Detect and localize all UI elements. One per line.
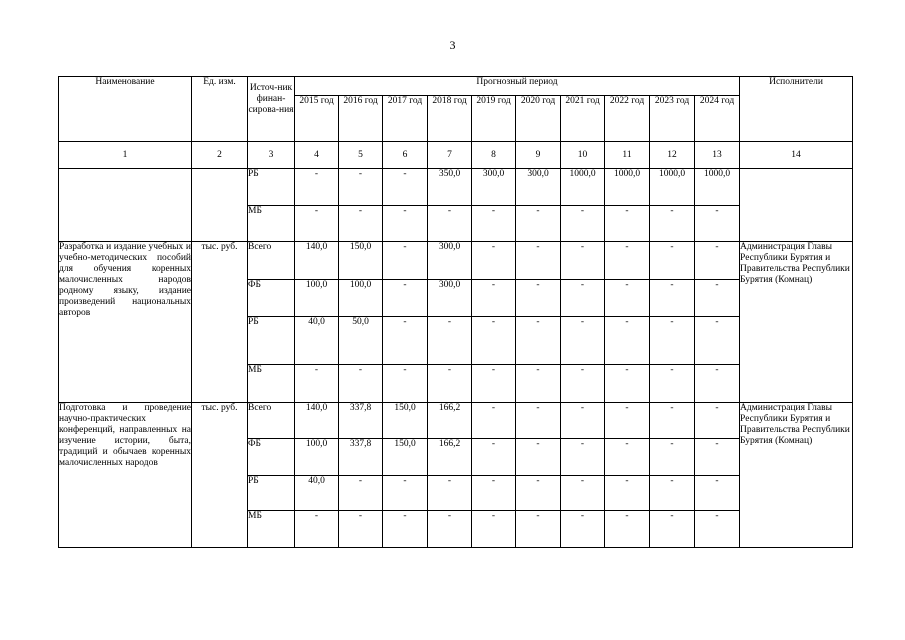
value-cell: - <box>695 476 740 511</box>
value-cell: - <box>472 280 516 317</box>
value-cell: - <box>516 365 561 403</box>
header-unit: Ед. изм. <box>192 77 248 142</box>
value-cell: 166,2 <box>428 439 472 476</box>
value-cell: - <box>695 511 740 548</box>
value-cell: 300,0 <box>516 169 561 206</box>
column-number: 6 <box>383 142 428 169</box>
value-cell: - <box>650 317 695 365</box>
value-cell: - <box>650 280 695 317</box>
value-cell: - <box>383 206 428 242</box>
value-cell: - <box>383 511 428 548</box>
value-cell: - <box>428 476 472 511</box>
value-cell: - <box>695 280 740 317</box>
value-cell: - <box>650 242 695 280</box>
value-cell: - <box>383 169 428 206</box>
value-cell: - <box>561 476 605 511</box>
value-cell: - <box>605 365 650 403</box>
source-cell: ФБ <box>248 439 295 476</box>
value-cell: - <box>561 280 605 317</box>
value-cell: - <box>383 280 428 317</box>
header-year: 2015 год <box>295 96 339 142</box>
source-cell: МБ <box>248 511 295 548</box>
source-cell: Всего <box>248 242 295 280</box>
value-cell: 40,0 <box>295 317 339 365</box>
value-cell: 166,2 <box>428 403 472 439</box>
column-number: 12 <box>650 142 695 169</box>
value-cell: 300,0 <box>472 169 516 206</box>
source-cell: ФБ <box>248 280 295 317</box>
unit-cell: тыс. руб. <box>192 403 248 548</box>
value-cell: - <box>472 317 516 365</box>
column-number: 8 <box>472 142 516 169</box>
value-cell: - <box>605 511 650 548</box>
value-cell: - <box>605 206 650 242</box>
executor-cell: Администрация Главы Республики Бурятия и Правительства Республики Бурятия (Комнац) <box>740 403 853 548</box>
value-cell: 140,0 <box>295 242 339 280</box>
source-cell: МБ <box>248 365 295 403</box>
activity-name <box>59 169 192 242</box>
value-cell: - <box>605 439 650 476</box>
column-number: 14 <box>740 142 853 169</box>
unit-cell <box>192 169 248 242</box>
value-cell: - <box>295 365 339 403</box>
value-cell: - <box>339 511 383 548</box>
value-cell: - <box>516 280 561 317</box>
column-number: 5 <box>339 142 383 169</box>
column-number: 13 <box>695 142 740 169</box>
value-cell: - <box>695 206 740 242</box>
value-cell: 150,0 <box>339 242 383 280</box>
column-number: 3 <box>248 142 295 169</box>
value-cell: - <box>516 317 561 365</box>
value-cell: - <box>472 365 516 403</box>
value-cell: 1000,0 <box>650 169 695 206</box>
budget-table <box>58 76 853 548</box>
value-cell: - <box>695 242 740 280</box>
value-cell: - <box>605 317 650 365</box>
header-year: 2017 год <box>383 96 428 142</box>
value-cell: - <box>339 206 383 242</box>
column-number: 9 <box>516 142 561 169</box>
value-cell: 100,0 <box>295 280 339 317</box>
source-cell: Всего <box>248 403 295 439</box>
value-cell: - <box>650 206 695 242</box>
source-cell: МБ <box>248 206 295 242</box>
header-year: 2018 год <box>428 96 472 142</box>
header-year: 2021 год <box>561 96 605 142</box>
value-cell: 150,0 <box>383 403 428 439</box>
header-year: 2016 год <box>339 96 383 142</box>
value-cell: - <box>605 403 650 439</box>
value-cell: - <box>561 206 605 242</box>
value-cell: - <box>695 403 740 439</box>
unit-cell: тыс. руб. <box>192 242 248 403</box>
table-row <box>59 242 853 280</box>
value-cell: - <box>605 476 650 511</box>
value-cell: - <box>383 242 428 280</box>
source-cell: РБ <box>248 169 295 206</box>
column-number: 7 <box>428 142 472 169</box>
value-cell: - <box>695 439 740 476</box>
value-cell: - <box>383 365 428 403</box>
column-number: 10 <box>561 142 605 169</box>
value-cell: - <box>561 511 605 548</box>
value-cell: - <box>650 403 695 439</box>
header-year: 2020 год <box>516 96 561 142</box>
page-number: 3 <box>449 38 456 52</box>
table-row <box>59 403 853 439</box>
value-cell: - <box>339 365 383 403</box>
executor-cell <box>740 169 853 242</box>
value-cell: - <box>516 476 561 511</box>
column-number: 11 <box>605 142 650 169</box>
value-cell: 1000,0 <box>561 169 605 206</box>
value-cell: - <box>516 242 561 280</box>
value-cell: - <box>472 242 516 280</box>
value-cell: - <box>650 365 695 403</box>
header-year: 2024 год <box>695 96 740 142</box>
activity-name: Разработка и издание учебных и учебно-методических пособий для обучения коренных малочисленных народов родному языку, издание произведений национальных авторов <box>59 242 192 403</box>
value-cell: - <box>428 206 472 242</box>
value-cell: - <box>295 169 339 206</box>
value-cell: 1000,0 <box>695 169 740 206</box>
header-name: Наименование <box>59 77 192 142</box>
value-cell: 100,0 <box>339 280 383 317</box>
value-cell: - <box>472 206 516 242</box>
value-cell: - <box>516 206 561 242</box>
table-row <box>59 169 853 206</box>
header-executors: Исполнители <box>740 77 853 142</box>
value-cell: 300,0 <box>428 280 472 317</box>
value-cell: - <box>650 511 695 548</box>
value-cell: - <box>472 439 516 476</box>
value-cell: - <box>695 317 740 365</box>
header-year: 2023 год <box>650 96 695 142</box>
value-cell: 100,0 <box>295 439 339 476</box>
value-cell: 337,8 <box>339 403 383 439</box>
value-cell: - <box>561 242 605 280</box>
value-cell: - <box>383 317 428 365</box>
value-cell: 50,0 <box>339 317 383 365</box>
value-cell: - <box>650 476 695 511</box>
value-cell: - <box>695 365 740 403</box>
value-cell: - <box>428 511 472 548</box>
value-cell: - <box>516 439 561 476</box>
value-cell: 40,0 <box>295 476 339 511</box>
value-cell: - <box>295 206 339 242</box>
value-cell: 350,0 <box>428 169 472 206</box>
value-cell: - <box>516 403 561 439</box>
value-cell: - <box>561 439 605 476</box>
value-cell: - <box>472 403 516 439</box>
column-number: 2 <box>192 142 248 169</box>
column-number: 1 <box>59 142 192 169</box>
executor-cell: Администрация Главы Республики Бурятия и Правительства Республики Бурятия (Комнац) <box>740 242 853 403</box>
value-cell: - <box>561 317 605 365</box>
header-year: 2022 год <box>605 96 650 142</box>
value-cell: - <box>516 511 561 548</box>
header-source: Источ-ник финан-сирова-ния <box>248 77 295 142</box>
value-cell: - <box>339 476 383 511</box>
value-cell: - <box>339 169 383 206</box>
activity-name: Подготовка и проведение научно-практических конференций, направленных на изучение истории, быта, традиций и обычаев коренных малочисленных народов <box>59 403 192 548</box>
value-cell: - <box>295 511 339 548</box>
value-cell: 337,8 <box>339 439 383 476</box>
value-cell: - <box>428 365 472 403</box>
value-cell: - <box>472 511 516 548</box>
value-cell: 150,0 <box>383 439 428 476</box>
value-cell: - <box>561 403 605 439</box>
value-cell: - <box>605 280 650 317</box>
value-cell: - <box>428 317 472 365</box>
header-forecast: Прогнозный период <box>295 77 740 96</box>
source-cell: РБ <box>248 476 295 511</box>
column-number: 4 <box>295 142 339 169</box>
header-year: 2019 год <box>472 96 516 142</box>
value-cell: - <box>383 476 428 511</box>
value-cell: - <box>650 439 695 476</box>
value-cell: - <box>472 476 516 511</box>
source-cell: РБ <box>248 317 295 365</box>
value-cell: - <box>561 365 605 403</box>
value-cell: - <box>605 242 650 280</box>
value-cell: 140,0 <box>295 403 339 439</box>
value-cell: 1000,0 <box>605 169 650 206</box>
value-cell: 300,0 <box>428 242 472 280</box>
